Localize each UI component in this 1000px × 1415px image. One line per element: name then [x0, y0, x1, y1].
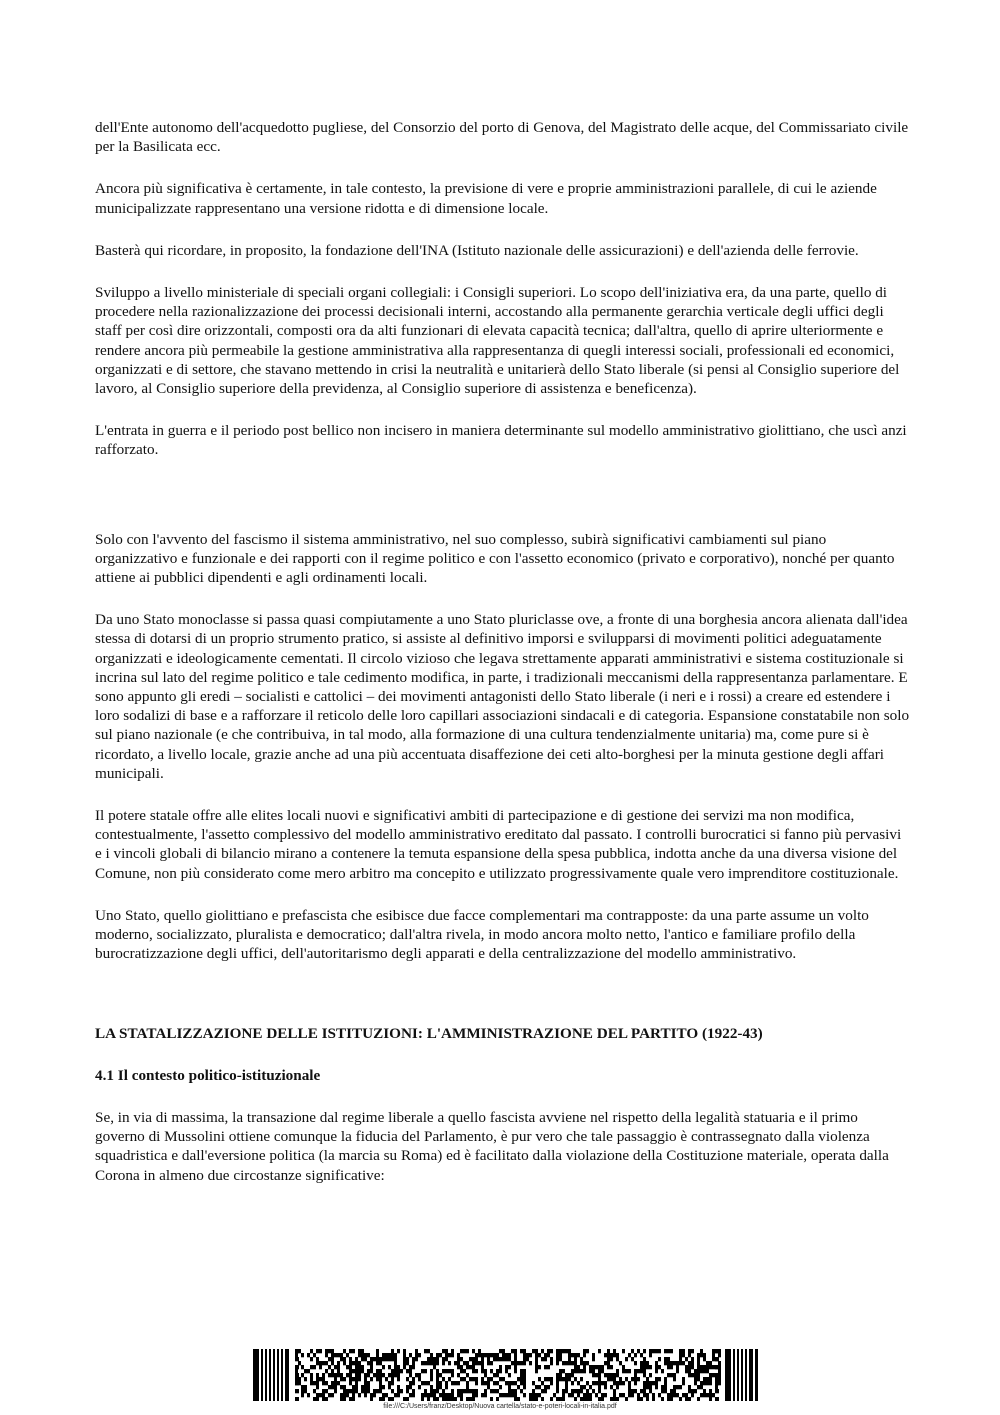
- paragraph-8: Il potere statale offre alle elites locali nuovi e significativi ambiti di partecipazione e di gestione dei servizi ma non modifica, contestualmente, l'assetto complessivo del modello amministrativo ereditato dal passato. I controlli burocratici si fanno più pervasivi e i vincoli globali di bilancio mirano a contenere la temuta espansione della spesa pubblica, indotta anche da una diversa visione del Comune, non più considerato come mero arbitro ma concepito e utilizzato progressivamente quale vero imprenditore costituzionale.: [95, 807, 902, 882]
- paragraph-3: Basterà qui ricordare, in proposito, la fondazione dell'INA (Istituto nazionale delle assicurazioni) e dell'azienda delle ferrovie.: [95, 241, 859, 259]
- section-heading: LA STATALIZZAZIONE DELLE ISTITUZIONI: L'AMMINISTRAZIONE DEL PARTITO (1922-43): [95, 1024, 763, 1042]
- paragraph-7: Da uno Stato monoclasse si passa quasi compiutamente a uno Stato pluriclasse ove, a fronte di una borghesia ancora alienata dall'idea stessa di dotarsi di un proprio strumento pratico, si assiste al definitivo imporsi e svilupparsi di movimenti politici adeguatamente organizzati e ideologicamente cementati. Il circolo vizioso che legava strettamente apparati amministrativi e sistema costituzionale si incrina sul lato del regime politico e tale cedimento modifica, in parte, i tradizionali meccanismi della rappresentanza parlamentare. E sono appunto gli eredi – socialisti e cattolici – dei movimenti antagonisti dello Stato liberale (i neri e i rossi) a creare ed estendere i loro sodalizi di base e a rafforzare il reticolo delle loro capillari associazioni sindacali e di categoria. Espansione constatabile non solo sul piano nazionale (e che contribuiva, in tal modo, alla formazione di una cultura tendenzialmente unitaria) ma, come pure si è ricordato, a livello locale, grazie anche ad una più accentuata disaffezione dei ceti alto-borghesi per la minuta gestione degli affari municipali.: [95, 611, 910, 782]
- paragraph-9: Uno Stato, quello giolittiano e prefascista che esibisce due facce complementari ma contrapposte: da una parte assume un volto moderno, socializzato, pluralista e democratico; dall'altra rivela, in modo ancora molto netto, l'antico e familiare profilo della burocratizzazione degli uffici, dell'autoritarismo degli apparati e della centralizzazione del modello amministrativo.: [95, 906, 869, 963]
- subsection-heading: 4.1 Il contesto politico-istituzionale: [95, 1066, 321, 1084]
- pdf417-barcode-icon: [253, 1349, 758, 1401]
- paragraph-4: Sviluppo a livello ministeriale di speciali organi collegiali: i Consigli superiori. Lo scopo dell'iniziativa era, da una parte, quello di procedere nella razionalizzazione dei processi decisionali interni, accostando alla permanente gerarchia verticale degli uffici degli staff per così dire orizzontali, composti ora da alti funzionari di elevata capacità tecnica; dall'altra, quello di aprire ulteriormente e rendere ancora più permeabile la gestione amministrativa alla rappresentanza di quegli interessi sociali, professionali ed economici, organizzati e di settore, che stavano mettendo in crisi la neutralità e unitarierà dello Stato liberale (si pensi al Consiglio superiore del lavoro, al Consiglio superiore della previdenza, al Consiglio superiore di assistenza e beneficenza).: [95, 284, 900, 398]
- barcode-graphic: [253, 1349, 758, 1401]
- paragraph-5: L'entrata in guerra e il periodo post bellico non incisero in maniera determinante sul modello amministrativo giolittiano, che uscì anzi rafforzato.: [95, 422, 907, 459]
- paragraph-2: Ancora più significativa è certamente, in tale contesto, la previsione di vere e proprie amministrazioni parallele, di cui le aziende municipalizzate rappresentano una versione ridotta e di dimensione locale.: [95, 180, 877, 217]
- document-page: [95, 118, 910, 1185]
- paragraph-10: Se, in via di massima, la transazione dal regime liberale a quello fascista avviene nel rispetto della legalità statuaria e il primo governo di Mussolini ottiene comunque la fiducia del Parlamento, è pur vero che tale passaggio è contrassegnato dalla violenza squadristica e dall'eversione politica (la marcia su Roma) ed è facilitato dalla violazione della Costituzione materiale, operata dalla Corona in almeno due circostanze significative:: [95, 1108, 889, 1184]
- footer-file-path: file:///C:/Users/franz/Desktop/Nuova cartella/stato-e-poteri-locali-in-italia.pdf: [383, 1403, 617, 1410]
- paragraph-1: dell'Ente autonomo dell'acquedotto pugliese, del Consorzio del porto di Genova, del Magistrato delle acque, del Commissariato civile per la Basilicata ecc.: [95, 119, 909, 156]
- paragraph-6: Solo con l'avvento del fascismo il sistema amministrativo, nel suo complesso, subirà significativi cambiamenti sul piano organizzativo e funzionale e dei rapporti con il regime politico e con l'assetto economico (privato e corporativo), nonché per quanto attiene ai pubblici dipendenti e agli ordinamenti locali.: [95, 530, 895, 587]
